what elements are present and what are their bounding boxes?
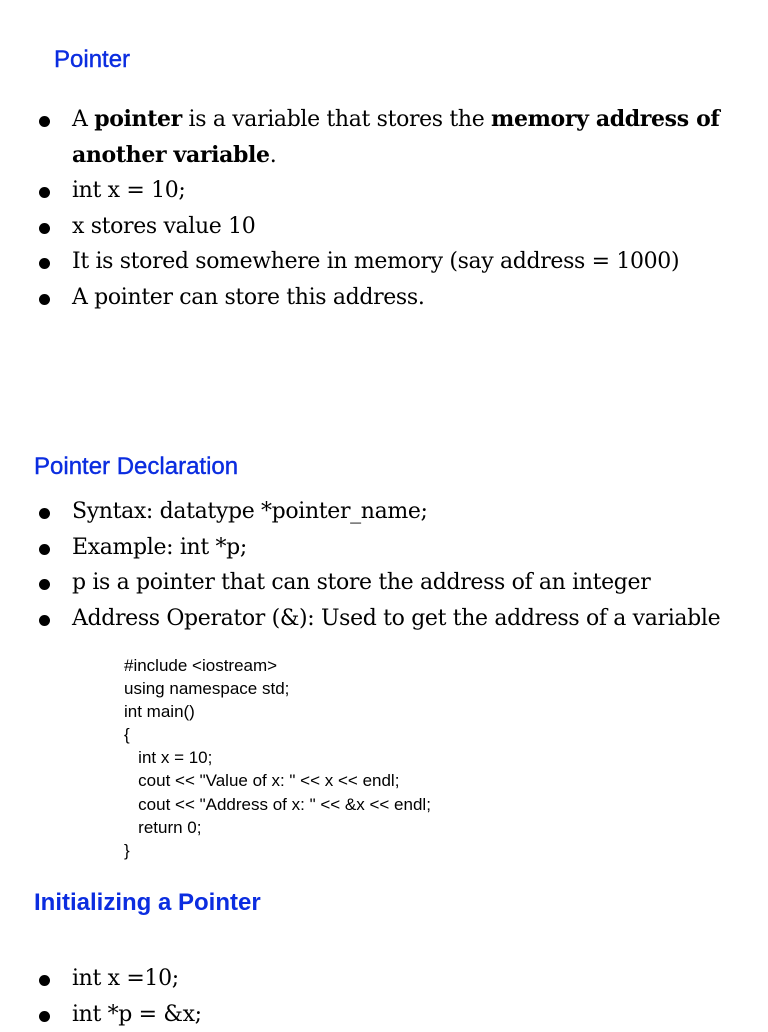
bullet-text: p is a pointer that can store the address of an integer xyxy=(72,570,650,595)
bullet-text: int *p = &x; xyxy=(72,1002,202,1027)
code-line: using namespace std; xyxy=(124,677,431,700)
list-item xyxy=(0,173,732,209)
bullet-text: Address Operator (&): Used to get the address of a variable xyxy=(72,606,720,631)
section-heading-pointer: Pointer xyxy=(54,46,130,74)
code-line: } xyxy=(124,839,431,862)
bullet-text: x stores value 10 xyxy=(72,214,255,239)
bullet-text: Syntax: datatype *pointer_name; xyxy=(72,499,428,524)
initializing-bullet-list xyxy=(0,961,732,1032)
list-item xyxy=(0,494,732,530)
list-item xyxy=(0,565,732,601)
bullet-icon xyxy=(39,1011,50,1022)
bullet-icon xyxy=(39,294,50,305)
list-item xyxy=(0,601,732,637)
bullet-text: . xyxy=(270,143,277,168)
bold-term: memory address of another variable xyxy=(72,106,720,168)
bullet-text: A xyxy=(72,107,94,132)
code-line: cout << "Address of x: " << &x << endl; xyxy=(124,793,431,816)
list-item xyxy=(0,280,732,316)
bullet-text: It is stored somewhere in memory (say address = 1000) xyxy=(72,249,679,274)
bullet-icon xyxy=(39,223,50,234)
code-line: return 0; xyxy=(124,816,431,839)
code-line: { xyxy=(124,723,431,746)
bullet-icon xyxy=(39,508,50,519)
code-line: #include <iostream> xyxy=(124,654,431,677)
bullet-text: is a variable that stores the xyxy=(182,107,491,132)
bullet-text: int x =10; xyxy=(72,966,179,991)
bullet-text: int x = 10; xyxy=(72,178,185,203)
bullet-icon xyxy=(39,116,50,127)
code-block xyxy=(124,654,431,862)
list-item xyxy=(0,244,732,280)
pointer-bullet-list xyxy=(0,102,732,315)
bullet-icon xyxy=(39,544,50,555)
section-heading-initializing-pointer: Initializing a Pointer xyxy=(34,889,261,917)
bullet-icon xyxy=(39,975,50,986)
declaration-bullet-list xyxy=(0,494,732,636)
bullet-icon xyxy=(39,615,50,626)
list-item xyxy=(0,530,732,566)
bold-term: pointer xyxy=(94,106,182,132)
list-item xyxy=(0,961,732,997)
code-line: int x = 10; xyxy=(124,746,431,769)
bullet-icon xyxy=(39,579,50,590)
code-line: int main() xyxy=(124,700,431,723)
list-item xyxy=(0,102,732,173)
code-line: cout << "Value of x: " << x << endl; xyxy=(124,769,431,792)
section-heading-pointer-declaration: Pointer Declaration xyxy=(34,453,238,481)
list-item xyxy=(0,209,732,245)
list-item xyxy=(0,997,732,1032)
bullet-icon xyxy=(39,258,50,269)
bullet-icon xyxy=(39,187,50,198)
bullet-text: A pointer can store this address. xyxy=(72,285,424,310)
bullet-text: Example: int *p; xyxy=(72,535,247,560)
